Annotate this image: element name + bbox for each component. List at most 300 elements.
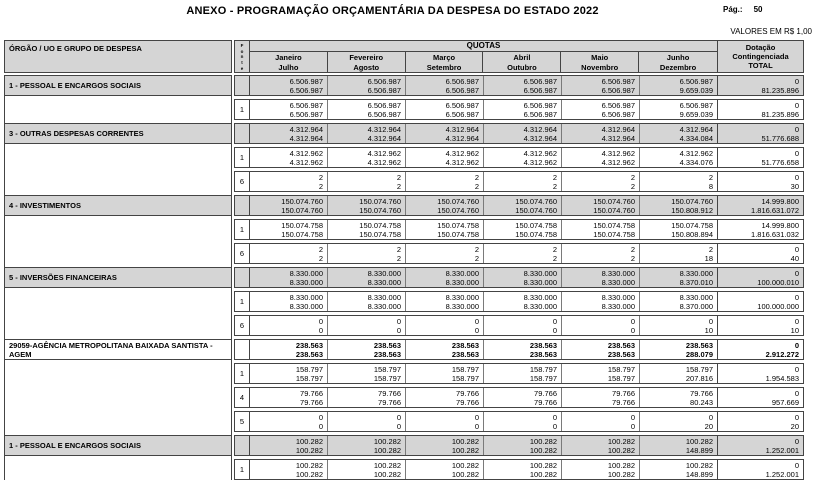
total-value-cell-bottom: 51.776.688 xyxy=(761,134,799,144)
month-value-cell xyxy=(406,100,484,119)
month-value-cell-top: 100.282 xyxy=(607,461,635,470)
month-header-cell-bottom: Novembro xyxy=(581,62,619,72)
month-value-cell-top: 8.330.000 xyxy=(445,293,479,302)
total-value-cell-bottom: 957.669 xyxy=(771,398,799,408)
month-value-cell-bottom: 0 xyxy=(630,326,635,336)
month-value-cell-top: 0 xyxy=(474,413,479,422)
month-value-cell xyxy=(250,220,328,239)
month-value-cell-top: 8.330.000 xyxy=(445,269,479,278)
month-value-cell xyxy=(250,460,328,479)
total-value-cell-bottom: 81.235.896 xyxy=(761,86,799,96)
total-value-cell xyxy=(718,100,803,119)
month-value-cell-bottom: 238.563 xyxy=(607,350,635,360)
total-value-cell-bottom: 10 xyxy=(790,326,799,336)
month-value-cell-top: 6.506.987 xyxy=(367,101,401,110)
month-value-cell-top: 79.766 xyxy=(378,389,401,398)
row-data-box xyxy=(234,387,804,408)
org-label-cell xyxy=(4,459,232,480)
month-value-cell xyxy=(484,100,562,119)
fonte-cell: 1 xyxy=(235,292,250,311)
month-value-cell xyxy=(562,388,640,407)
month-value-cell xyxy=(484,172,562,191)
month-value-cell-top: 8.330.000 xyxy=(679,269,713,278)
fonte-letter: F xyxy=(240,43,244,48)
month-value-cell xyxy=(250,196,328,215)
month-value-cell xyxy=(406,436,484,455)
total-header-line1: Dotação xyxy=(745,43,776,52)
month-value-cell xyxy=(250,244,328,263)
table-row xyxy=(4,243,804,264)
row-data-box xyxy=(234,195,804,216)
month-value-cell xyxy=(562,292,640,311)
month-value-cell-top: 79.766 xyxy=(300,389,323,398)
month-value-cell xyxy=(328,100,406,119)
table-row xyxy=(4,75,804,96)
month-value-cell xyxy=(562,244,640,263)
month-value-cell-top: 150.074.758 xyxy=(671,221,713,230)
month-value-cell-top: 8.330.000 xyxy=(289,293,323,302)
total-value-cell-bottom: 81.235.896 xyxy=(761,110,799,120)
fonte-cell: 4 xyxy=(235,388,250,407)
month-value-cell-top: 150.074.758 xyxy=(359,221,401,230)
row-data-box xyxy=(234,243,804,264)
month-value-cell-bottom: 0 xyxy=(474,326,479,336)
month-header-cell-bottom: Agosto xyxy=(353,62,380,72)
month-value-cell xyxy=(250,124,328,143)
row-data-box xyxy=(234,411,804,432)
month-value-cell-top: 238.563 xyxy=(373,341,401,350)
month-value-cell-top: 0 xyxy=(318,317,323,326)
month-value-cell-top: 100.282 xyxy=(685,437,713,446)
month-value-cell xyxy=(484,316,562,335)
month-value-cell xyxy=(562,220,640,239)
month-header-cell xyxy=(483,52,561,72)
month-value-cell xyxy=(640,172,718,191)
month-value-cell-bottom: 8.330.000 xyxy=(289,302,323,312)
month-value-cell xyxy=(328,340,406,359)
fonte-cell: 5 xyxy=(235,412,250,431)
month-value-cell xyxy=(640,364,718,383)
month-value-cell-bottom: 10 xyxy=(704,326,713,336)
month-value-cell-bottom: 207.816 xyxy=(685,374,713,384)
month-value-cell xyxy=(406,172,484,191)
month-header-cell-top: Janeiro xyxy=(275,53,302,62)
month-header-cell xyxy=(250,52,328,72)
budget-table xyxy=(4,40,804,483)
month-value-cell xyxy=(562,340,640,359)
month-value-cell-top: 2 xyxy=(552,245,557,254)
month-value-cell-bottom: 100.282 xyxy=(451,470,479,480)
month-value-cell-bottom: 100.282 xyxy=(295,446,323,456)
org-label-cell: 1 - PESSOAL E ENCARGOS SOCIAIS xyxy=(4,435,232,456)
org-label-cell xyxy=(4,291,232,312)
total-value-cell xyxy=(718,292,803,311)
month-header-cell xyxy=(561,52,639,72)
month-value-cell-bottom: 8.370.000 xyxy=(679,302,713,312)
table-row xyxy=(4,291,804,312)
fonte-cell xyxy=(235,340,250,359)
fonte-cell: 1 xyxy=(235,364,250,383)
month-value-cell-bottom: 4.312.964 xyxy=(523,134,557,144)
month-value-cell-bottom: 100.282 xyxy=(451,446,479,456)
month-headers xyxy=(250,52,717,72)
month-value-cell-bottom: 150.074.758 xyxy=(593,230,635,240)
fonte-cell xyxy=(235,196,250,215)
row-data-box xyxy=(234,315,804,336)
month-value-cell-top: 0 xyxy=(396,317,401,326)
month-value-cell-bottom: 4.312.962 xyxy=(601,158,635,168)
fonte-cell xyxy=(235,124,250,143)
month-value-cell-bottom: 4.312.962 xyxy=(367,158,401,168)
month-value-cell-bottom: 2 xyxy=(474,182,479,192)
month-value-cell-top: 6.506.987 xyxy=(601,101,635,110)
org-label-cell: 29059-AGÊNCIA METROPOLITANA BAIXADA SANTISTA - AGEM xyxy=(4,339,232,360)
month-value-cell xyxy=(562,364,640,383)
total-value-cell-bottom: 100.000.000 xyxy=(757,302,799,312)
month-value-cell xyxy=(484,124,562,143)
total-value-cell xyxy=(718,388,803,407)
total-value-cell-bottom: 1.252.001 xyxy=(765,446,799,456)
month-value-cell-top: 238.563 xyxy=(295,341,323,350)
month-value-cell-top: 0 xyxy=(396,413,401,422)
month-value-cell xyxy=(484,364,562,383)
month-value-cell xyxy=(562,100,640,119)
month-value-cell-top: 158.797 xyxy=(529,365,557,374)
month-value-cell-bottom: 18 xyxy=(704,254,713,264)
total-value-cell-bottom: 1.816.631.032 xyxy=(751,230,799,240)
total-value-cell xyxy=(718,460,803,479)
month-value-cell-bottom: 79.766 xyxy=(456,398,479,408)
month-value-cell-bottom: 4.334.076 xyxy=(679,158,713,168)
total-value-cell-top: 0 xyxy=(794,341,799,350)
month-header-cell-bottom: Julho xyxy=(278,62,299,72)
month-value-cell xyxy=(328,148,406,167)
month-value-cell xyxy=(250,340,328,359)
month-value-cell-top: 158.797 xyxy=(607,365,635,374)
month-value-cell-top: 100.282 xyxy=(373,437,401,446)
month-value-cell-top: 100.282 xyxy=(295,437,323,446)
month-value-cell-top: 8.330.000 xyxy=(523,269,557,278)
month-value-cell xyxy=(406,316,484,335)
month-value-cell-top: 0 xyxy=(708,413,713,422)
org-label-cell: 5 - INVERSÕES FINANCEIRAS xyxy=(4,267,232,288)
month-value-cell xyxy=(406,76,484,95)
row-data-box xyxy=(234,171,804,192)
month-value-cell-bottom: 100.282 xyxy=(607,470,635,480)
table-row xyxy=(4,411,804,432)
total-value-cell-top: 0 xyxy=(794,173,799,182)
org-header-cell: ÓRGÃO / UO E GRUPO DE DESPESA xyxy=(4,40,232,73)
month-value-cell-top: 158.797 xyxy=(685,365,713,374)
month-value-cell-top: 8.330.000 xyxy=(601,269,635,278)
month-value-cell-top: 6.506.987 xyxy=(289,101,323,110)
fonte-letter: n xyxy=(240,54,244,60)
total-value-cell xyxy=(718,172,803,191)
month-value-cell-top: 6.506.987 xyxy=(367,77,401,86)
month-value-cell-bottom: 80.243 xyxy=(690,398,713,408)
table-row xyxy=(4,195,804,216)
month-value-cell-bottom: 0 xyxy=(474,422,479,432)
month-value-cell xyxy=(328,124,406,143)
table-row xyxy=(4,123,804,144)
month-value-cell-bottom: 150.074.758 xyxy=(281,230,323,240)
month-value-cell-top: 4.312.964 xyxy=(289,125,323,134)
month-value-cell xyxy=(562,148,640,167)
month-value-cell-bottom: 0 xyxy=(318,326,323,336)
month-value-cell-top: 150.074.758 xyxy=(437,221,479,230)
month-value-cell xyxy=(328,172,406,191)
row-data-box xyxy=(234,99,804,120)
month-value-cell xyxy=(640,220,718,239)
month-value-cell-bottom: 0 xyxy=(318,422,323,432)
month-value-cell xyxy=(562,436,640,455)
month-value-cell-bottom: 6.506.987 xyxy=(523,110,557,120)
month-header-cell-top: Junho xyxy=(666,53,690,62)
month-value-cell-top: 4.312.962 xyxy=(289,149,323,158)
month-value-cell-bottom: 79.766 xyxy=(534,398,557,408)
month-value-cell-bottom: 288.079 xyxy=(685,350,713,360)
fonte-letter: t xyxy=(241,60,243,66)
month-value-cell xyxy=(562,124,640,143)
fonte-cell: 6 xyxy=(235,172,250,191)
month-value-cell-bottom: 79.766 xyxy=(612,398,635,408)
month-value-cell-top: 79.766 xyxy=(612,389,635,398)
fonte-letter: e xyxy=(240,65,244,71)
month-value-cell-top: 100.282 xyxy=(295,461,323,470)
month-value-cell xyxy=(250,292,328,311)
month-value-cell-bottom: 6.506.987 xyxy=(523,86,557,96)
month-value-cell-bottom: 148.899 xyxy=(685,470,713,480)
month-value-cell-top: 150.074.760 xyxy=(593,197,635,206)
month-value-cell xyxy=(328,460,406,479)
month-value-cell-bottom: 2 xyxy=(396,254,401,264)
month-value-cell xyxy=(328,220,406,239)
fonte-cell: 1 xyxy=(235,100,250,119)
month-value-cell xyxy=(484,220,562,239)
org-label-cell xyxy=(4,363,232,384)
month-value-cell-top: 4.312.962 xyxy=(523,149,557,158)
month-value-cell xyxy=(640,244,718,263)
header-main xyxy=(234,40,804,73)
month-value-cell-bottom: 8.330.000 xyxy=(523,302,557,312)
month-value-cell xyxy=(484,148,562,167)
month-value-cell-bottom: 150.074.760 xyxy=(281,206,323,216)
table-body xyxy=(4,75,804,480)
month-value-cell xyxy=(328,364,406,383)
fonte-cell: 1 xyxy=(235,220,250,239)
month-value-cell xyxy=(250,268,328,287)
month-value-cell xyxy=(328,292,406,311)
month-value-cell-bottom: 100.282 xyxy=(373,446,401,456)
month-value-cell-top: 6.506.987 xyxy=(679,101,713,110)
month-value-cell-bottom: 2 xyxy=(318,182,323,192)
month-value-cell xyxy=(250,148,328,167)
month-value-cell-bottom: 4.312.962 xyxy=(445,158,479,168)
total-value-cell-top: 0 xyxy=(794,77,799,86)
month-value-cell xyxy=(484,460,562,479)
month-value-cell-top: 100.282 xyxy=(451,461,479,470)
month-value-cell xyxy=(562,196,640,215)
total-value-cell-top: 0 xyxy=(794,461,799,470)
month-value-cell xyxy=(250,172,328,191)
month-value-cell-top: 4.312.964 xyxy=(679,125,713,134)
month-value-cell-top: 2 xyxy=(318,245,323,254)
month-value-cell-top: 150.074.758 xyxy=(281,221,323,230)
table-row xyxy=(4,459,804,480)
month-value-cell-top: 158.797 xyxy=(295,365,323,374)
month-value-cell xyxy=(562,172,640,191)
month-value-cell-bottom: 100.282 xyxy=(607,446,635,456)
month-value-cell-top: 8.330.000 xyxy=(523,293,557,302)
org-label-cell xyxy=(4,99,232,120)
month-value-cell-bottom: 8.370.010 xyxy=(679,278,713,288)
month-value-cell-bottom: 8.330.000 xyxy=(601,302,635,312)
month-value-cell-top: 8.330.000 xyxy=(601,293,635,302)
total-value-cell-top: 0 xyxy=(794,125,799,134)
total-value-cell xyxy=(718,148,803,167)
month-value-cell-top: 4.312.962 xyxy=(679,149,713,158)
month-value-cell xyxy=(640,316,718,335)
month-value-cell xyxy=(328,412,406,431)
month-value-cell-top: 79.766 xyxy=(690,389,713,398)
month-value-cell-top: 100.282 xyxy=(529,437,557,446)
month-value-cell xyxy=(562,316,640,335)
total-value-cell-top: 0 xyxy=(794,413,799,422)
row-data-box xyxy=(234,435,804,456)
month-value-cell-top: 100.282 xyxy=(685,461,713,470)
total-value-cell-top: 14.999.800 xyxy=(761,197,799,206)
month-value-cell xyxy=(484,436,562,455)
month-value-cell-bottom: 2 xyxy=(552,182,557,192)
org-label-cell xyxy=(4,147,232,168)
month-value-cell-bottom: 6.506.987 xyxy=(445,86,479,96)
month-value-cell xyxy=(484,76,562,95)
month-value-cell-bottom: 4.312.962 xyxy=(289,158,323,168)
month-value-cell-bottom: 6.506.987 xyxy=(289,110,323,120)
month-value-cell-bottom: 6.506.987 xyxy=(601,86,635,96)
month-value-cell-top: 100.282 xyxy=(529,461,557,470)
month-value-cell-top: 4.312.964 xyxy=(367,125,401,134)
month-value-cell-bottom: 150.074.760 xyxy=(515,206,557,216)
month-value-cell-top: 158.797 xyxy=(373,365,401,374)
month-value-cell-bottom: 8.330.000 xyxy=(601,278,635,288)
quotas-header: QUOTAS xyxy=(250,41,717,52)
total-value-cell-bottom: 30 xyxy=(790,182,799,192)
currency-note: VALORES EM R$ 1,00 xyxy=(730,27,812,36)
month-value-cell-bottom: 8.330.000 xyxy=(289,278,323,288)
row-data-box xyxy=(234,459,804,480)
quotas-block xyxy=(250,41,718,72)
month-value-cell-bottom: 150.074.760 xyxy=(437,206,479,216)
month-value-cell-bottom: 0 xyxy=(396,422,401,432)
month-value-cell xyxy=(406,292,484,311)
fonte-cell xyxy=(235,436,250,455)
month-header-cell xyxy=(406,52,484,72)
fonte-cell: 1 xyxy=(235,148,250,167)
month-value-cell-bottom: 150.808.894 xyxy=(671,230,713,240)
fonte-cell xyxy=(235,76,250,95)
month-value-cell-top: 4.312.962 xyxy=(367,149,401,158)
month-value-cell xyxy=(484,268,562,287)
month-value-cell xyxy=(640,124,718,143)
month-value-cell-bottom: 238.563 xyxy=(529,350,557,360)
month-value-cell-top: 2 xyxy=(708,173,713,182)
total-value-cell xyxy=(718,124,803,143)
page-title: ANEXO - PROGRAMAÇÃO ORÇAMENTÁRIA DA DESPESA DO ESTADO 2022 xyxy=(186,5,599,17)
month-header-cell xyxy=(328,52,406,72)
month-value-cell-top: 0 xyxy=(552,413,557,422)
row-data-box xyxy=(234,363,804,384)
month-value-cell-bottom: 100.282 xyxy=(295,470,323,480)
month-value-cell xyxy=(250,316,328,335)
month-value-cell-bottom: 238.563 xyxy=(295,350,323,360)
month-value-cell-bottom: 8.330.000 xyxy=(445,302,479,312)
month-value-cell-top: 2 xyxy=(474,245,479,254)
month-value-cell-bottom: 2 xyxy=(630,254,635,264)
total-value-cell-bottom: 2.912.272 xyxy=(765,350,799,360)
table-row xyxy=(4,435,804,456)
month-value-cell xyxy=(562,412,640,431)
month-value-cell-top: 150.074.760 xyxy=(281,197,323,206)
table-row xyxy=(4,267,804,288)
org-label-cell xyxy=(4,387,232,408)
month-value-cell-bottom: 158.797 xyxy=(373,374,401,384)
total-value-cell xyxy=(718,268,803,287)
total-header-line3: TOTAL xyxy=(748,60,773,70)
month-header-cell-bottom: Setembro xyxy=(426,62,462,72)
month-value-cell-top: 0 xyxy=(552,317,557,326)
page-label: Pág.: xyxy=(723,5,743,14)
month-value-cell xyxy=(406,196,484,215)
month-header-cell-top: Fevereiro xyxy=(349,53,384,62)
month-value-cell-bottom: 238.563 xyxy=(373,350,401,360)
month-value-cell-top: 8.330.000 xyxy=(367,293,401,302)
month-value-cell xyxy=(328,268,406,287)
month-value-cell-top: 4.312.962 xyxy=(445,149,479,158)
month-value-cell-bottom: 150.074.758 xyxy=(359,230,401,240)
month-value-cell-bottom: 150.074.758 xyxy=(515,230,557,240)
month-value-cell-bottom: 158.797 xyxy=(295,374,323,384)
row-data-box xyxy=(234,75,804,96)
org-label-cell: 1 - PESSOAL E ENCARGOS SOCIAIS xyxy=(4,75,232,96)
table-row xyxy=(4,387,804,408)
month-header-cell-top: Maio xyxy=(591,53,609,62)
month-value-cell xyxy=(406,244,484,263)
month-value-cell xyxy=(406,460,484,479)
month-value-cell xyxy=(484,196,562,215)
month-value-cell-bottom: 8.330.000 xyxy=(523,278,557,288)
month-value-cell-top: 6.506.987 xyxy=(445,77,479,86)
total-value-cell xyxy=(718,76,803,95)
total-value-cell-bottom: 1.954.583 xyxy=(765,374,799,384)
month-value-cell xyxy=(250,412,328,431)
month-value-cell xyxy=(640,388,718,407)
table-row xyxy=(4,171,804,192)
month-value-cell xyxy=(406,268,484,287)
row-data-box xyxy=(234,267,804,288)
month-value-cell-top: 4.312.964 xyxy=(445,125,479,134)
month-value-cell xyxy=(328,436,406,455)
row-data-box xyxy=(234,339,804,360)
month-value-cell-top: 0 xyxy=(474,317,479,326)
month-value-cell-top: 150.074.760 xyxy=(515,197,557,206)
table-row xyxy=(4,363,804,384)
total-value-cell-top: 0 xyxy=(794,389,799,398)
row-data-box xyxy=(234,147,804,168)
month-value-cell-top: 2 xyxy=(318,173,323,182)
month-value-cell-bottom: 0 xyxy=(552,422,557,432)
month-value-cell xyxy=(640,412,718,431)
